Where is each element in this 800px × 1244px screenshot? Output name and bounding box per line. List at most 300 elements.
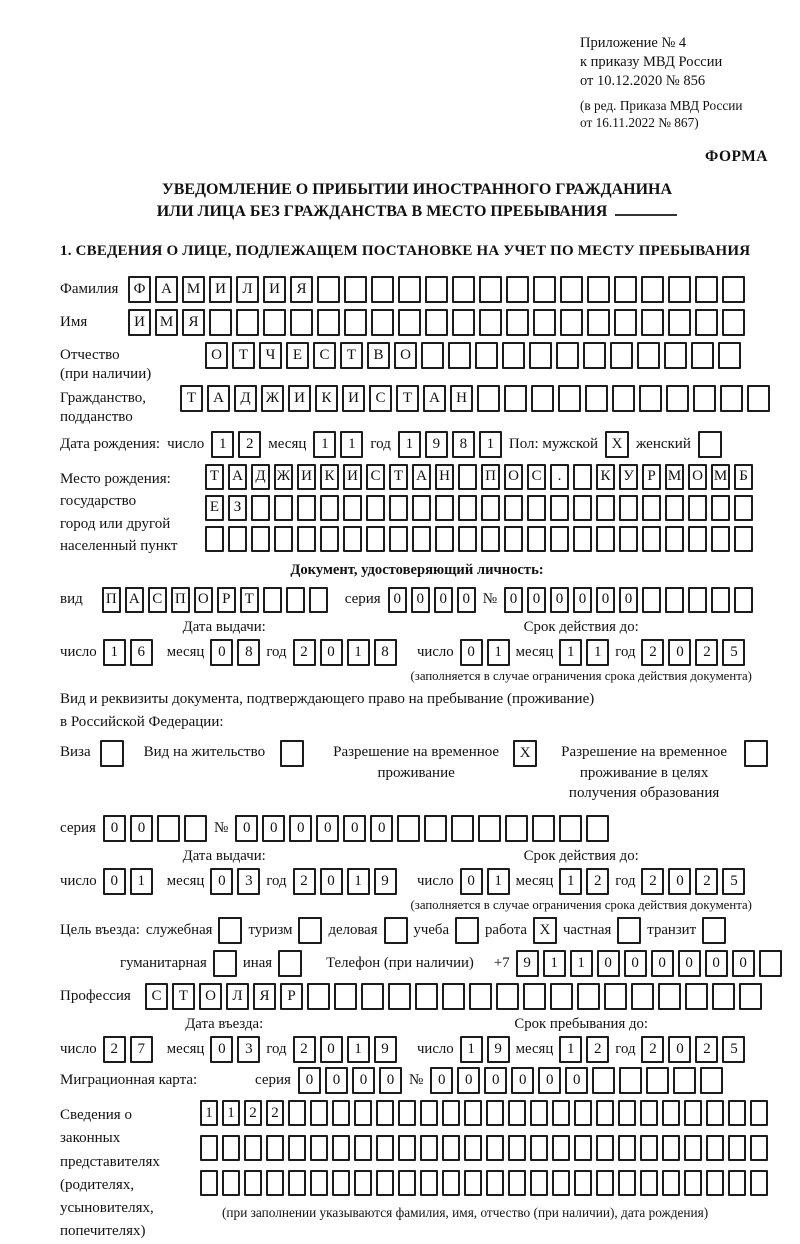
char-cell[interactable]: [228, 526, 247, 552]
char-cell[interactable]: X: [533, 917, 557, 944]
char-cell[interactable]: [309, 587, 328, 613]
char-cell[interactable]: П: [481, 464, 500, 490]
char-cell[interactable]: 1: [479, 431, 502, 458]
char-cell[interactable]: [640, 1135, 658, 1161]
char-cell[interactable]: 1: [586, 639, 609, 666]
char-cell[interactable]: [573, 464, 592, 490]
char-cell[interactable]: [640, 1170, 658, 1196]
char-cell[interactable]: 2: [293, 1036, 316, 1063]
char-cell[interactable]: [533, 309, 556, 336]
char-cell[interactable]: 0: [411, 587, 430, 613]
purpose-commercial-checkbox[interactable]: [384, 917, 408, 944]
char-cell[interactable]: [288, 1170, 306, 1196]
char-cell[interactable]: [290, 309, 313, 336]
char-cell[interactable]: К: [320, 464, 339, 490]
char-cell[interactable]: 6: [130, 639, 153, 666]
char-cell[interactable]: [573, 495, 592, 521]
char-cell[interactable]: 0: [316, 815, 339, 842]
char-cell[interactable]: [527, 495, 546, 521]
char-cell[interactable]: [452, 309, 475, 336]
char-cell[interactable]: [504, 526, 523, 552]
char-cell[interactable]: 0: [597, 950, 620, 977]
char-cell[interactable]: [728, 1100, 746, 1126]
char-cell[interactable]: [508, 1100, 526, 1126]
char-cell[interactable]: 0: [320, 868, 343, 895]
char-cell[interactable]: 3: [237, 868, 260, 895]
char-cell[interactable]: С: [313, 342, 336, 369]
char-cell[interactable]: Л: [236, 276, 259, 303]
char-cell[interactable]: Ж: [261, 385, 284, 412]
char-cell[interactable]: О: [205, 342, 228, 369]
char-cell[interactable]: 0: [210, 639, 233, 666]
char-cell[interactable]: 0: [732, 950, 755, 977]
char-cell[interactable]: 2: [244, 1100, 262, 1126]
char-cell[interactable]: [508, 1170, 526, 1196]
char-cell[interactable]: [222, 1135, 240, 1161]
char-cell[interactable]: [452, 276, 475, 303]
sex-female-checkbox[interactable]: [698, 431, 722, 458]
char-cell[interactable]: 0: [298, 1067, 321, 1094]
char-cell[interactable]: [504, 495, 523, 521]
char-cell[interactable]: [527, 526, 546, 552]
char-cell[interactable]: [251, 495, 270, 521]
char-cell[interactable]: [320, 495, 339, 521]
purpose-tourism-checkbox[interactable]: [298, 917, 322, 944]
char-cell[interactable]: [596, 526, 615, 552]
char-cell[interactable]: [531, 385, 554, 412]
char-cell[interactable]: 0: [103, 868, 126, 895]
char-cell[interactable]: [641, 276, 664, 303]
purpose-other-checkbox[interactable]: [278, 950, 302, 977]
char-cell[interactable]: [376, 1170, 394, 1196]
char-cell[interactable]: 0: [434, 587, 453, 613]
char-cell[interactable]: [560, 276, 583, 303]
char-cell[interactable]: [384, 917, 408, 944]
char-cell[interactable]: [658, 983, 681, 1010]
char-cell[interactable]: [266, 1135, 284, 1161]
char-cell[interactable]: А: [155, 276, 178, 303]
char-cell[interactable]: 1: [211, 431, 234, 458]
char-cell[interactable]: [596, 1100, 614, 1126]
char-cell[interactable]: Т: [180, 385, 203, 412]
char-cell[interactable]: 2: [695, 639, 718, 666]
char-cell[interactable]: 1: [559, 639, 582, 666]
char-cell[interactable]: [684, 1170, 702, 1196]
temp-permit-checkbox[interactable]: [513, 740, 537, 767]
char-cell[interactable]: [706, 1100, 724, 1126]
char-cell[interactable]: [366, 526, 385, 552]
char-cell[interactable]: [720, 385, 743, 412]
char-cell[interactable]: [619, 1067, 642, 1094]
char-cell[interactable]: [458, 495, 477, 521]
char-cell[interactable]: [398, 276, 421, 303]
char-cell[interactable]: [711, 587, 730, 613]
char-cell[interactable]: 1: [103, 639, 126, 666]
char-cell[interactable]: [695, 309, 718, 336]
char-cell[interactable]: 1: [543, 950, 566, 977]
char-cell[interactable]: 2: [586, 868, 609, 895]
char-cell[interactable]: 2: [641, 1036, 664, 1063]
char-cell[interactable]: 2: [586, 1036, 609, 1063]
char-cell[interactable]: [640, 1100, 658, 1126]
char-cell[interactable]: 8: [237, 639, 260, 666]
char-cell[interactable]: [706, 1170, 724, 1196]
char-cell[interactable]: [592, 1067, 615, 1094]
char-cell[interactable]: [297, 526, 316, 552]
char-cell[interactable]: [734, 526, 753, 552]
char-cell[interactable]: 0: [289, 815, 312, 842]
char-cell[interactable]: И: [263, 276, 286, 303]
char-cell[interactable]: [662, 1170, 680, 1196]
char-cell[interactable]: [641, 309, 664, 336]
char-cell[interactable]: [706, 1135, 724, 1161]
char-cell[interactable]: 9: [374, 1036, 397, 1063]
char-cell[interactable]: [587, 276, 610, 303]
char-cell[interactable]: [750, 1135, 768, 1161]
char-cell[interactable]: [442, 1170, 460, 1196]
char-cell[interactable]: 1: [570, 950, 593, 977]
char-cell[interactable]: 0: [511, 1067, 534, 1094]
char-cell[interactable]: [286, 587, 305, 613]
purpose-business-checkbox[interactable]: [218, 917, 242, 944]
char-cell[interactable]: 2: [238, 431, 261, 458]
char-cell[interactable]: Т: [240, 587, 259, 613]
char-cell[interactable]: [618, 1135, 636, 1161]
char-cell[interactable]: Р: [217, 587, 236, 613]
char-cell[interactable]: [574, 1100, 592, 1126]
char-cell[interactable]: [274, 526, 293, 552]
char-cell[interactable]: Ф: [128, 276, 151, 303]
char-cell[interactable]: [583, 342, 606, 369]
char-cell[interactable]: [389, 526, 408, 552]
edu-permit-checkbox[interactable]: [744, 740, 768, 767]
char-cell[interactable]: [481, 495, 500, 521]
purpose-private-checkbox[interactable]: [617, 917, 641, 944]
char-cell[interactable]: 1: [347, 1036, 370, 1063]
char-cell[interactable]: 1: [487, 639, 510, 666]
char-cell[interactable]: 0: [573, 587, 592, 613]
char-cell[interactable]: [354, 1100, 372, 1126]
char-cell[interactable]: 0: [210, 1036, 233, 1063]
char-cell[interactable]: [722, 276, 745, 303]
char-cell[interactable]: [213, 950, 237, 977]
char-cell[interactable]: [244, 1170, 262, 1196]
char-cell[interactable]: Е: [205, 495, 224, 521]
char-cell[interactable]: 0: [352, 1067, 375, 1094]
char-cell[interactable]: 0: [235, 815, 258, 842]
char-cell[interactable]: 1: [130, 868, 153, 895]
char-cell[interactable]: [750, 1170, 768, 1196]
char-cell[interactable]: 8: [374, 639, 397, 666]
char-cell[interactable]: [478, 815, 501, 842]
char-cell[interactable]: [200, 1135, 218, 1161]
char-cell[interactable]: [685, 983, 708, 1010]
char-cell[interactable]: 5: [722, 639, 745, 666]
char-cell[interactable]: 0: [596, 587, 615, 613]
char-cell[interactable]: [320, 526, 339, 552]
char-cell[interactable]: [354, 1170, 372, 1196]
char-cell[interactable]: Т: [340, 342, 363, 369]
char-cell[interactable]: Я: [182, 309, 205, 336]
char-cell[interactable]: Т: [396, 385, 419, 412]
char-cell[interactable]: [251, 526, 270, 552]
char-cell[interactable]: С: [366, 464, 385, 490]
char-cell[interactable]: О: [199, 983, 222, 1010]
char-cell[interactable]: [586, 815, 609, 842]
char-cell[interactable]: Я: [253, 983, 276, 1010]
char-cell[interactable]: [425, 309, 448, 336]
char-cell[interactable]: 3: [237, 1036, 260, 1063]
char-cell[interactable]: 0: [484, 1067, 507, 1094]
char-cell[interactable]: Т: [205, 464, 224, 490]
char-cell[interactable]: И: [128, 309, 151, 336]
char-cell[interactable]: [505, 815, 528, 842]
char-cell[interactable]: 2: [695, 1036, 718, 1063]
purpose-study-checkbox[interactable]: [455, 917, 479, 944]
char-cell[interactable]: [317, 309, 340, 336]
char-cell[interactable]: [464, 1170, 482, 1196]
char-cell[interactable]: 1: [460, 1036, 483, 1063]
char-cell[interactable]: А: [207, 385, 230, 412]
char-cell[interactable]: [464, 1100, 482, 1126]
char-cell[interactable]: [274, 495, 293, 521]
char-cell[interactable]: 0: [370, 815, 393, 842]
char-cell[interactable]: [722, 309, 745, 336]
char-cell[interactable]: [307, 983, 330, 1010]
char-cell[interactable]: [691, 342, 714, 369]
char-cell[interactable]: [596, 1170, 614, 1196]
char-cell[interactable]: [747, 385, 770, 412]
char-cell[interactable]: [712, 983, 735, 1010]
char-cell[interactable]: [310, 1170, 328, 1196]
char-cell[interactable]: 0: [457, 587, 476, 613]
char-cell[interactable]: [759, 950, 782, 977]
char-cell[interactable]: [665, 526, 684, 552]
char-cell[interactable]: [317, 276, 340, 303]
char-cell[interactable]: А: [412, 464, 431, 490]
char-cell[interactable]: 2: [641, 639, 664, 666]
char-cell[interactable]: Ч: [259, 342, 282, 369]
char-cell[interactable]: 0: [619, 587, 638, 613]
purpose-humanitarian-checkbox[interactable]: [213, 950, 237, 977]
char-cell[interactable]: 0: [668, 639, 691, 666]
char-cell[interactable]: [693, 385, 716, 412]
char-cell[interactable]: И: [209, 276, 232, 303]
char-cell[interactable]: 2: [266, 1100, 284, 1126]
char-cell[interactable]: Д: [251, 464, 270, 490]
char-cell[interactable]: З: [228, 495, 247, 521]
char-cell[interactable]: [684, 1135, 702, 1161]
char-cell[interactable]: [734, 495, 753, 521]
char-cell[interactable]: [614, 309, 637, 336]
char-cell[interactable]: С: [145, 983, 168, 1010]
char-cell[interactable]: 0: [379, 1067, 402, 1094]
char-cell[interactable]: [263, 587, 282, 613]
char-cell[interactable]: А: [423, 385, 446, 412]
char-cell[interactable]: [278, 950, 302, 977]
char-cell[interactable]: 0: [527, 587, 546, 613]
char-cell[interactable]: [552, 1100, 570, 1126]
char-cell[interactable]: Ж: [274, 464, 293, 490]
char-cell[interactable]: [263, 309, 286, 336]
char-cell[interactable]: [642, 495, 661, 521]
char-cell[interactable]: [343, 495, 362, 521]
char-cell[interactable]: Я: [290, 276, 313, 303]
char-cell[interactable]: Т: [172, 983, 195, 1010]
char-cell[interactable]: Р: [642, 464, 661, 490]
char-cell[interactable]: [425, 276, 448, 303]
char-cell[interactable]: [556, 342, 579, 369]
char-cell[interactable]: [639, 385, 662, 412]
char-cell[interactable]: 0: [624, 950, 647, 977]
char-cell[interactable]: 2: [695, 868, 718, 895]
char-cell[interactable]: [596, 1135, 614, 1161]
char-cell[interactable]: 0: [343, 815, 366, 842]
char-cell[interactable]: [371, 276, 394, 303]
char-cell[interactable]: [506, 309, 529, 336]
char-cell[interactable]: [619, 495, 638, 521]
char-cell[interactable]: [573, 526, 592, 552]
char-cell[interactable]: [442, 1135, 460, 1161]
char-cell[interactable]: [617, 917, 641, 944]
char-cell[interactable]: [244, 1135, 262, 1161]
char-cell[interactable]: [332, 1170, 350, 1196]
char-cell[interactable]: [334, 983, 357, 1010]
char-cell[interactable]: [486, 1100, 504, 1126]
char-cell[interactable]: [477, 385, 500, 412]
char-cell[interactable]: 9: [516, 950, 539, 977]
char-cell[interactable]: О: [394, 342, 417, 369]
char-cell[interactable]: М: [155, 309, 178, 336]
char-cell[interactable]: 0: [388, 587, 407, 613]
char-cell[interactable]: [684, 1100, 702, 1126]
char-cell[interactable]: [665, 495, 684, 521]
purpose-work-checkbox[interactable]: [533, 917, 557, 944]
char-cell[interactable]: М: [711, 464, 730, 490]
char-cell[interactable]: [502, 342, 525, 369]
char-cell[interactable]: Н: [450, 385, 473, 412]
char-cell[interactable]: 0: [460, 868, 483, 895]
char-cell[interactable]: [458, 526, 477, 552]
char-cell[interactable]: [508, 1135, 526, 1161]
char-cell[interactable]: [637, 342, 660, 369]
char-cell[interactable]: [481, 526, 500, 552]
char-cell[interactable]: [218, 917, 242, 944]
visa-checkbox[interactable]: [100, 740, 124, 767]
char-cell[interactable]: [486, 1170, 504, 1196]
char-cell[interactable]: [587, 309, 610, 336]
char-cell[interactable]: [397, 815, 420, 842]
char-cell[interactable]: 0: [504, 587, 523, 613]
char-cell[interactable]: [469, 983, 492, 1010]
char-cell[interactable]: А: [228, 464, 247, 490]
purpose-transit-checkbox[interactable]: [702, 917, 726, 944]
char-cell[interactable]: 0: [457, 1067, 480, 1094]
char-cell[interactable]: [354, 1135, 372, 1161]
char-cell[interactable]: Д: [234, 385, 257, 412]
char-cell[interactable]: [744, 740, 768, 767]
char-cell[interactable]: [700, 1067, 723, 1094]
char-cell[interactable]: П: [171, 587, 190, 613]
char-cell[interactable]: 1: [559, 1036, 582, 1063]
char-cell[interactable]: [668, 276, 691, 303]
char-cell[interactable]: [558, 385, 581, 412]
char-cell[interactable]: 0: [262, 815, 285, 842]
char-cell[interactable]: [288, 1100, 306, 1126]
char-cell[interactable]: [412, 495, 431, 521]
char-cell[interactable]: [455, 917, 479, 944]
char-cell[interactable]: У: [619, 464, 638, 490]
char-cell[interactable]: 1: [222, 1100, 240, 1126]
char-cell[interactable]: Е: [286, 342, 309, 369]
char-cell[interactable]: [398, 309, 421, 336]
char-cell[interactable]: 0: [705, 950, 728, 977]
char-cell[interactable]: [552, 1135, 570, 1161]
char-cell[interactable]: Л: [226, 983, 249, 1010]
char-cell[interactable]: [435, 495, 454, 521]
char-cell[interactable]: Т: [389, 464, 408, 490]
char-cell[interactable]: Р: [280, 983, 303, 1010]
char-cell[interactable]: [280, 740, 304, 767]
char-cell[interactable]: [200, 1170, 218, 1196]
char-cell[interactable]: [665, 587, 684, 613]
char-cell[interactable]: [642, 587, 661, 613]
char-cell[interactable]: 5: [722, 1036, 745, 1063]
char-cell[interactable]: [695, 276, 718, 303]
char-cell[interactable]: [662, 1135, 680, 1161]
char-cell[interactable]: [698, 431, 722, 458]
char-cell[interactable]: 0: [565, 1067, 588, 1094]
char-cell[interactable]: [288, 1135, 306, 1161]
char-cell[interactable]: С: [369, 385, 392, 412]
char-cell[interactable]: 2: [103, 1036, 126, 1063]
char-cell[interactable]: [718, 342, 741, 369]
char-cell[interactable]: [550, 495, 569, 521]
char-cell[interactable]: 0: [550, 587, 569, 613]
char-cell[interactable]: [552, 1170, 570, 1196]
char-cell[interactable]: 1: [347, 639, 370, 666]
char-cell[interactable]: [366, 495, 385, 521]
char-cell[interactable]: [420, 1135, 438, 1161]
char-cell[interactable]: К: [315, 385, 338, 412]
char-cell[interactable]: [728, 1170, 746, 1196]
char-cell[interactable]: [574, 1170, 592, 1196]
char-cell[interactable]: [398, 1100, 416, 1126]
char-cell[interactable]: [585, 385, 608, 412]
char-cell[interactable]: [297, 495, 316, 521]
char-cell[interactable]: 2: [641, 868, 664, 895]
char-cell[interactable]: [688, 526, 707, 552]
char-cell[interactable]: [184, 815, 207, 842]
char-cell[interactable]: М: [182, 276, 205, 303]
char-cell[interactable]: [424, 815, 447, 842]
char-cell[interactable]: И: [342, 385, 365, 412]
char-cell[interactable]: [728, 1135, 746, 1161]
char-cell[interactable]: К: [596, 464, 615, 490]
char-cell[interactable]: В: [367, 342, 390, 369]
char-cell[interactable]: 0: [460, 639, 483, 666]
char-cell[interactable]: [448, 342, 471, 369]
char-cell[interactable]: 1: [559, 868, 582, 895]
char-cell[interactable]: А: [125, 587, 144, 613]
char-cell[interactable]: [205, 526, 224, 552]
char-cell[interactable]: 0: [668, 868, 691, 895]
char-cell[interactable]: [618, 1100, 636, 1126]
char-cell[interactable]: 1: [200, 1100, 218, 1126]
char-cell[interactable]: [332, 1135, 350, 1161]
char-cell[interactable]: [420, 1170, 438, 1196]
char-cell[interactable]: [343, 526, 362, 552]
